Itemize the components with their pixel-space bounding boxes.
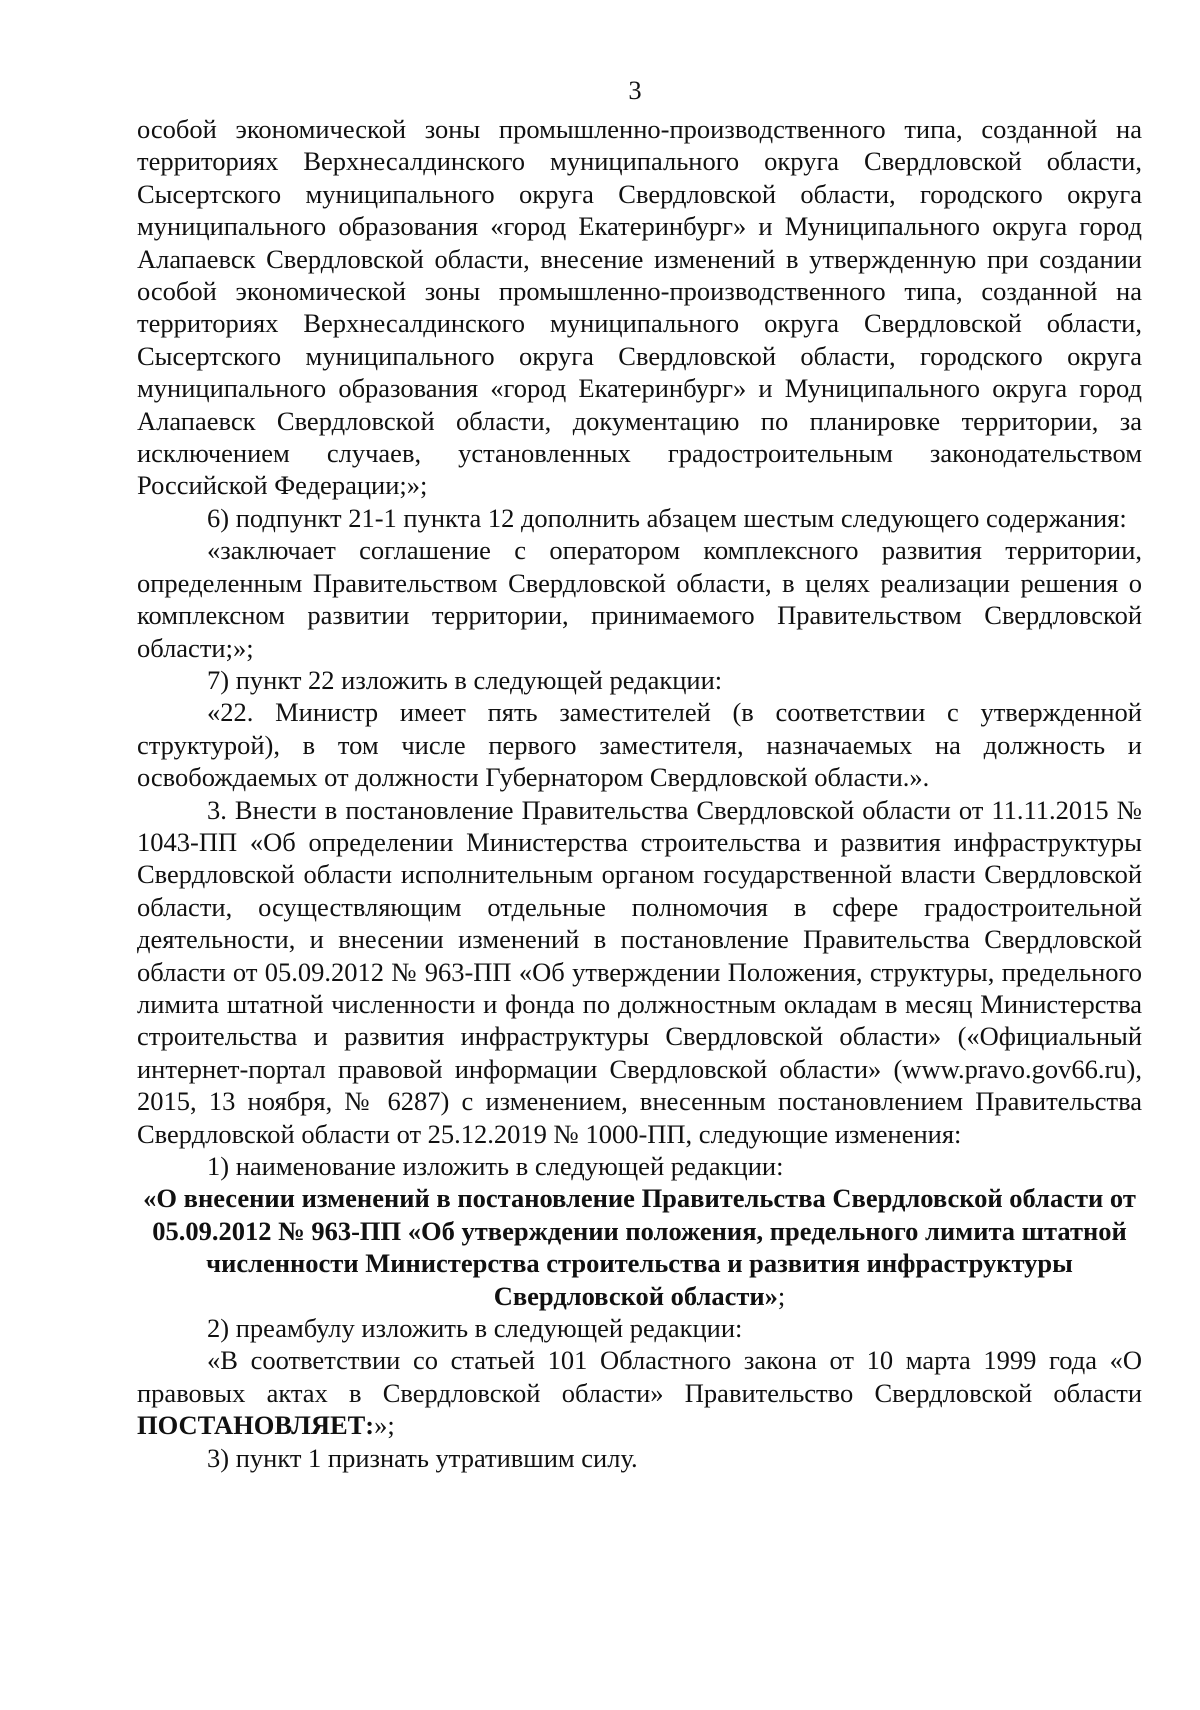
paragraph-item-3: 3. Внести в постановление Правительства Свердловской области от 11.11.2015 № 1043-ПП «Об определении Министерства строительства и развития инфраструктуры Свердловской области исполнительным органом государственной власти Свердловской области, осуществляющим отдельные полномочия в сфере градостроительной деятельности, и внесении изменений в постановление Правительства Свердловской области от 05.09.2012 № 963-ПП «Об утверждении Положения, структуры, предельного лимита штатной численности и фонда по должностным окладам в месяц Министерства строительства и развития инфраструктуры Свердловской области» («Официальный интернет-портал правовой информации Свердловской области» (www.pravo.gov66.ru), 2015, 13 ноября, № 6287) с изменением, внесенным постановлением Правительства Свердловской области от 25.12.2019 № 1000-ПП, следующие изменения: [137, 794, 1142, 1149]
paragraph-continuation: особой экономической зоны промышленно-производственного типа, созданной на территориях Верхнесалдинского муниципального округа Свердловской области, Сысертского муниципального округа Свердловской области, городского округа муниципального образования «город Екатеринбург» и Муниципального округа город Алапаевск Свердловской области, внесение изменений в утвержденную при создании особой экономической зоны промышленно-производственного типа, созданной на территориях Верхнесалдинского муниципального округа Свердловской области, Сысертского муниципального округа Свердловской области, городского округа муниципального образования «город Екатеринбург» и Муниципального округа город Алапаевск Свердловской области, документацию по планировке территории, за исключением случаев, установленных градостроительным законодательством Российской Федерации;»; [137, 114, 1142, 501]
paragraph-subitem-3: 3) пункт 1 признать утратившим силу. [207, 1442, 638, 1473]
paragraph-subitem-7: 7) пункт 22 изложить в следующей редакции: [207, 664, 723, 695]
paragraph-subitem-2: 2) преамбулу изложить в следующей редакции: [207, 1313, 743, 1344]
paragraph-subitem-6: 6) подпункт 21-1 пункта 12 дополнить абзацем шестым следующего содержания: [207, 502, 1127, 533]
preamble-text: «В соответствии со статьей 101 Областного закона от 10 марта 1999 года «О правовых актах в Свердловской области» Правительство Свердловской области [137, 1345, 1142, 1408]
preamble-tail: »; [374, 1410, 395, 1441]
paragraph-preamble [137, 1344, 1142, 1441]
new-title-text: «О внесении изменений в постановление Правительства Свердловской области от 05.09.2012 № 963-ПП «Об утверждении положения, предельного лимита штатной численности Министерства строительства и развития инфраструктуры Свердловской области» [143, 1183, 1136, 1311]
preamble-resolves: ПОСТАНОВЛЯЕТ: [137, 1410, 375, 1441]
page-number: 3 [628, 75, 642, 105]
paragraph-quote-agreement: «заключает соглашение с оператором комплексного развития территории, определенным Правительством Свердловской области, в целях реализации решения о комплексном развитии территории, принимаемого Правительством Свердловской области;»; [137, 535, 1142, 663]
new-title-tail: ; [777, 1280, 786, 1311]
document-body [137, 113, 1142, 1474]
paragraph-subitem-1: 1) наименование изложить в следующей редакции: [207, 1151, 784, 1181]
paragraph-quote-minister: «22. Министр имеет пять заместителей (в соответствии с утвержденной структурой), в том числе первого заместителя, назначаемых на должность и освобождаемых от должности Губернатором Свердловской области.». [137, 697, 1142, 793]
paragraph-new-title [137, 1182, 1142, 1312]
